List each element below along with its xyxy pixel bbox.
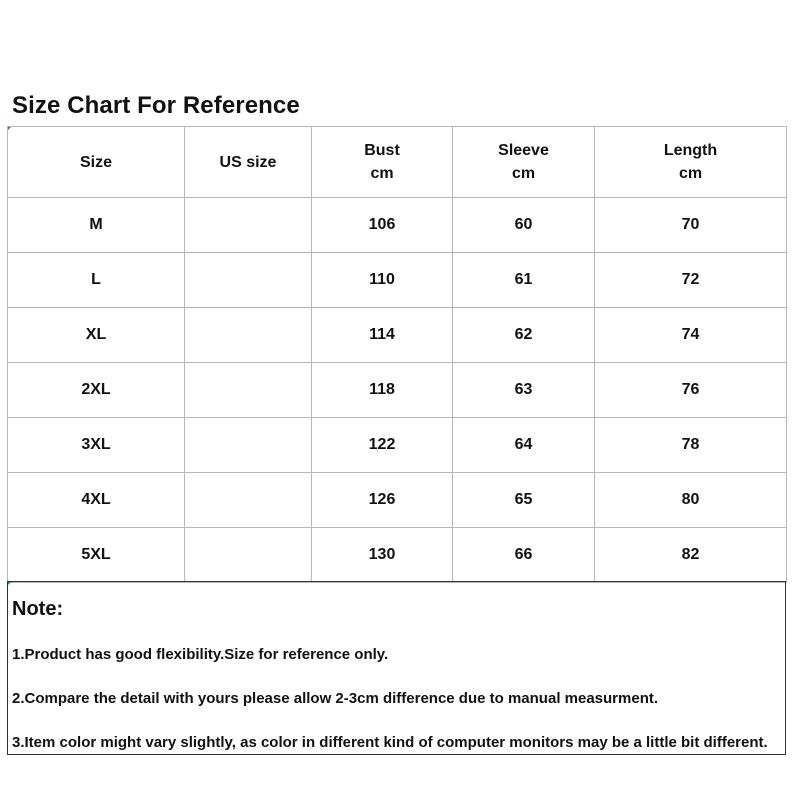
table-row xyxy=(8,363,787,418)
cell-us-size xyxy=(185,308,312,363)
header-unit: cm xyxy=(678,165,703,182)
cell-size: 2XL xyxy=(8,363,185,418)
note-line: 1.Product has good flexibility.Size for reference only. xyxy=(12,646,389,663)
header-label: US size xyxy=(219,153,277,171)
cell-bust: 110 xyxy=(312,253,453,308)
cell-sleeve: 66 xyxy=(453,528,595,583)
table-row xyxy=(8,418,787,473)
cell-bust: 122 xyxy=(312,418,453,473)
cell-length: 80 xyxy=(595,473,787,528)
cell-us-size xyxy=(185,528,312,583)
header-length xyxy=(595,127,787,198)
cell-bust: 114 xyxy=(312,308,453,363)
header-label: Sleeve xyxy=(498,142,549,159)
cell-sleeve: 60 xyxy=(453,198,595,253)
table-row xyxy=(8,528,787,583)
cell-size: 4XL xyxy=(8,473,185,528)
header-bust xyxy=(312,127,453,198)
note-line: 3.Item color might vary slightly, as color in different kind of computer monitors may be a little bit different. xyxy=(12,734,768,751)
size-table xyxy=(7,126,787,583)
cell-bust: 126 xyxy=(312,473,453,528)
header-label: Bust xyxy=(364,142,400,159)
table-row xyxy=(8,473,787,528)
cell-bust: 118 xyxy=(312,363,453,418)
header-unit: cm xyxy=(511,165,536,182)
note-line: 2.Compare the detail with yours please allow 2-3cm difference due to manual measurment. xyxy=(12,690,659,707)
cell-length: 72 xyxy=(595,253,787,308)
cell-length: 82 xyxy=(595,528,787,583)
cell-bust: 130 xyxy=(312,528,453,583)
header-size xyxy=(8,127,185,198)
header-sleeve xyxy=(453,127,595,198)
page-title: Size Chart For Reference xyxy=(12,92,300,119)
table-row xyxy=(8,253,787,308)
table-header-row xyxy=(8,127,787,198)
cell-length: 70 xyxy=(595,198,787,253)
cell-length: 78 xyxy=(595,418,787,473)
cell-us-size xyxy=(185,363,312,418)
cell-sleeve: 62 xyxy=(453,308,595,363)
cell-length: 74 xyxy=(595,308,787,363)
header-us-size xyxy=(185,127,312,198)
cell-size: L xyxy=(8,253,185,308)
cell-size: M xyxy=(8,198,185,253)
cell-sleeve: 61 xyxy=(453,253,595,308)
cell-sleeve: 63 xyxy=(453,363,595,418)
cell-us-size xyxy=(185,473,312,528)
cell-size: XL xyxy=(8,308,185,363)
notes-heading: Note: xyxy=(12,598,64,620)
cell-length: 76 xyxy=(595,363,787,418)
cell-us-size xyxy=(185,253,312,308)
cell-us-size xyxy=(185,418,312,473)
cell-bust: 106 xyxy=(312,198,453,253)
cell-size: 5XL xyxy=(8,528,185,583)
cell-sleeve: 64 xyxy=(453,418,595,473)
cell-us-size xyxy=(185,198,312,253)
table-row xyxy=(8,198,787,253)
header-label: Length xyxy=(663,142,718,159)
table-row xyxy=(8,308,787,363)
cell-size: 3XL xyxy=(8,418,185,473)
header-label: Size xyxy=(79,153,112,171)
header-unit: cm xyxy=(370,165,394,182)
notes-box xyxy=(7,581,786,755)
cell-sleeve: 65 xyxy=(453,473,595,528)
